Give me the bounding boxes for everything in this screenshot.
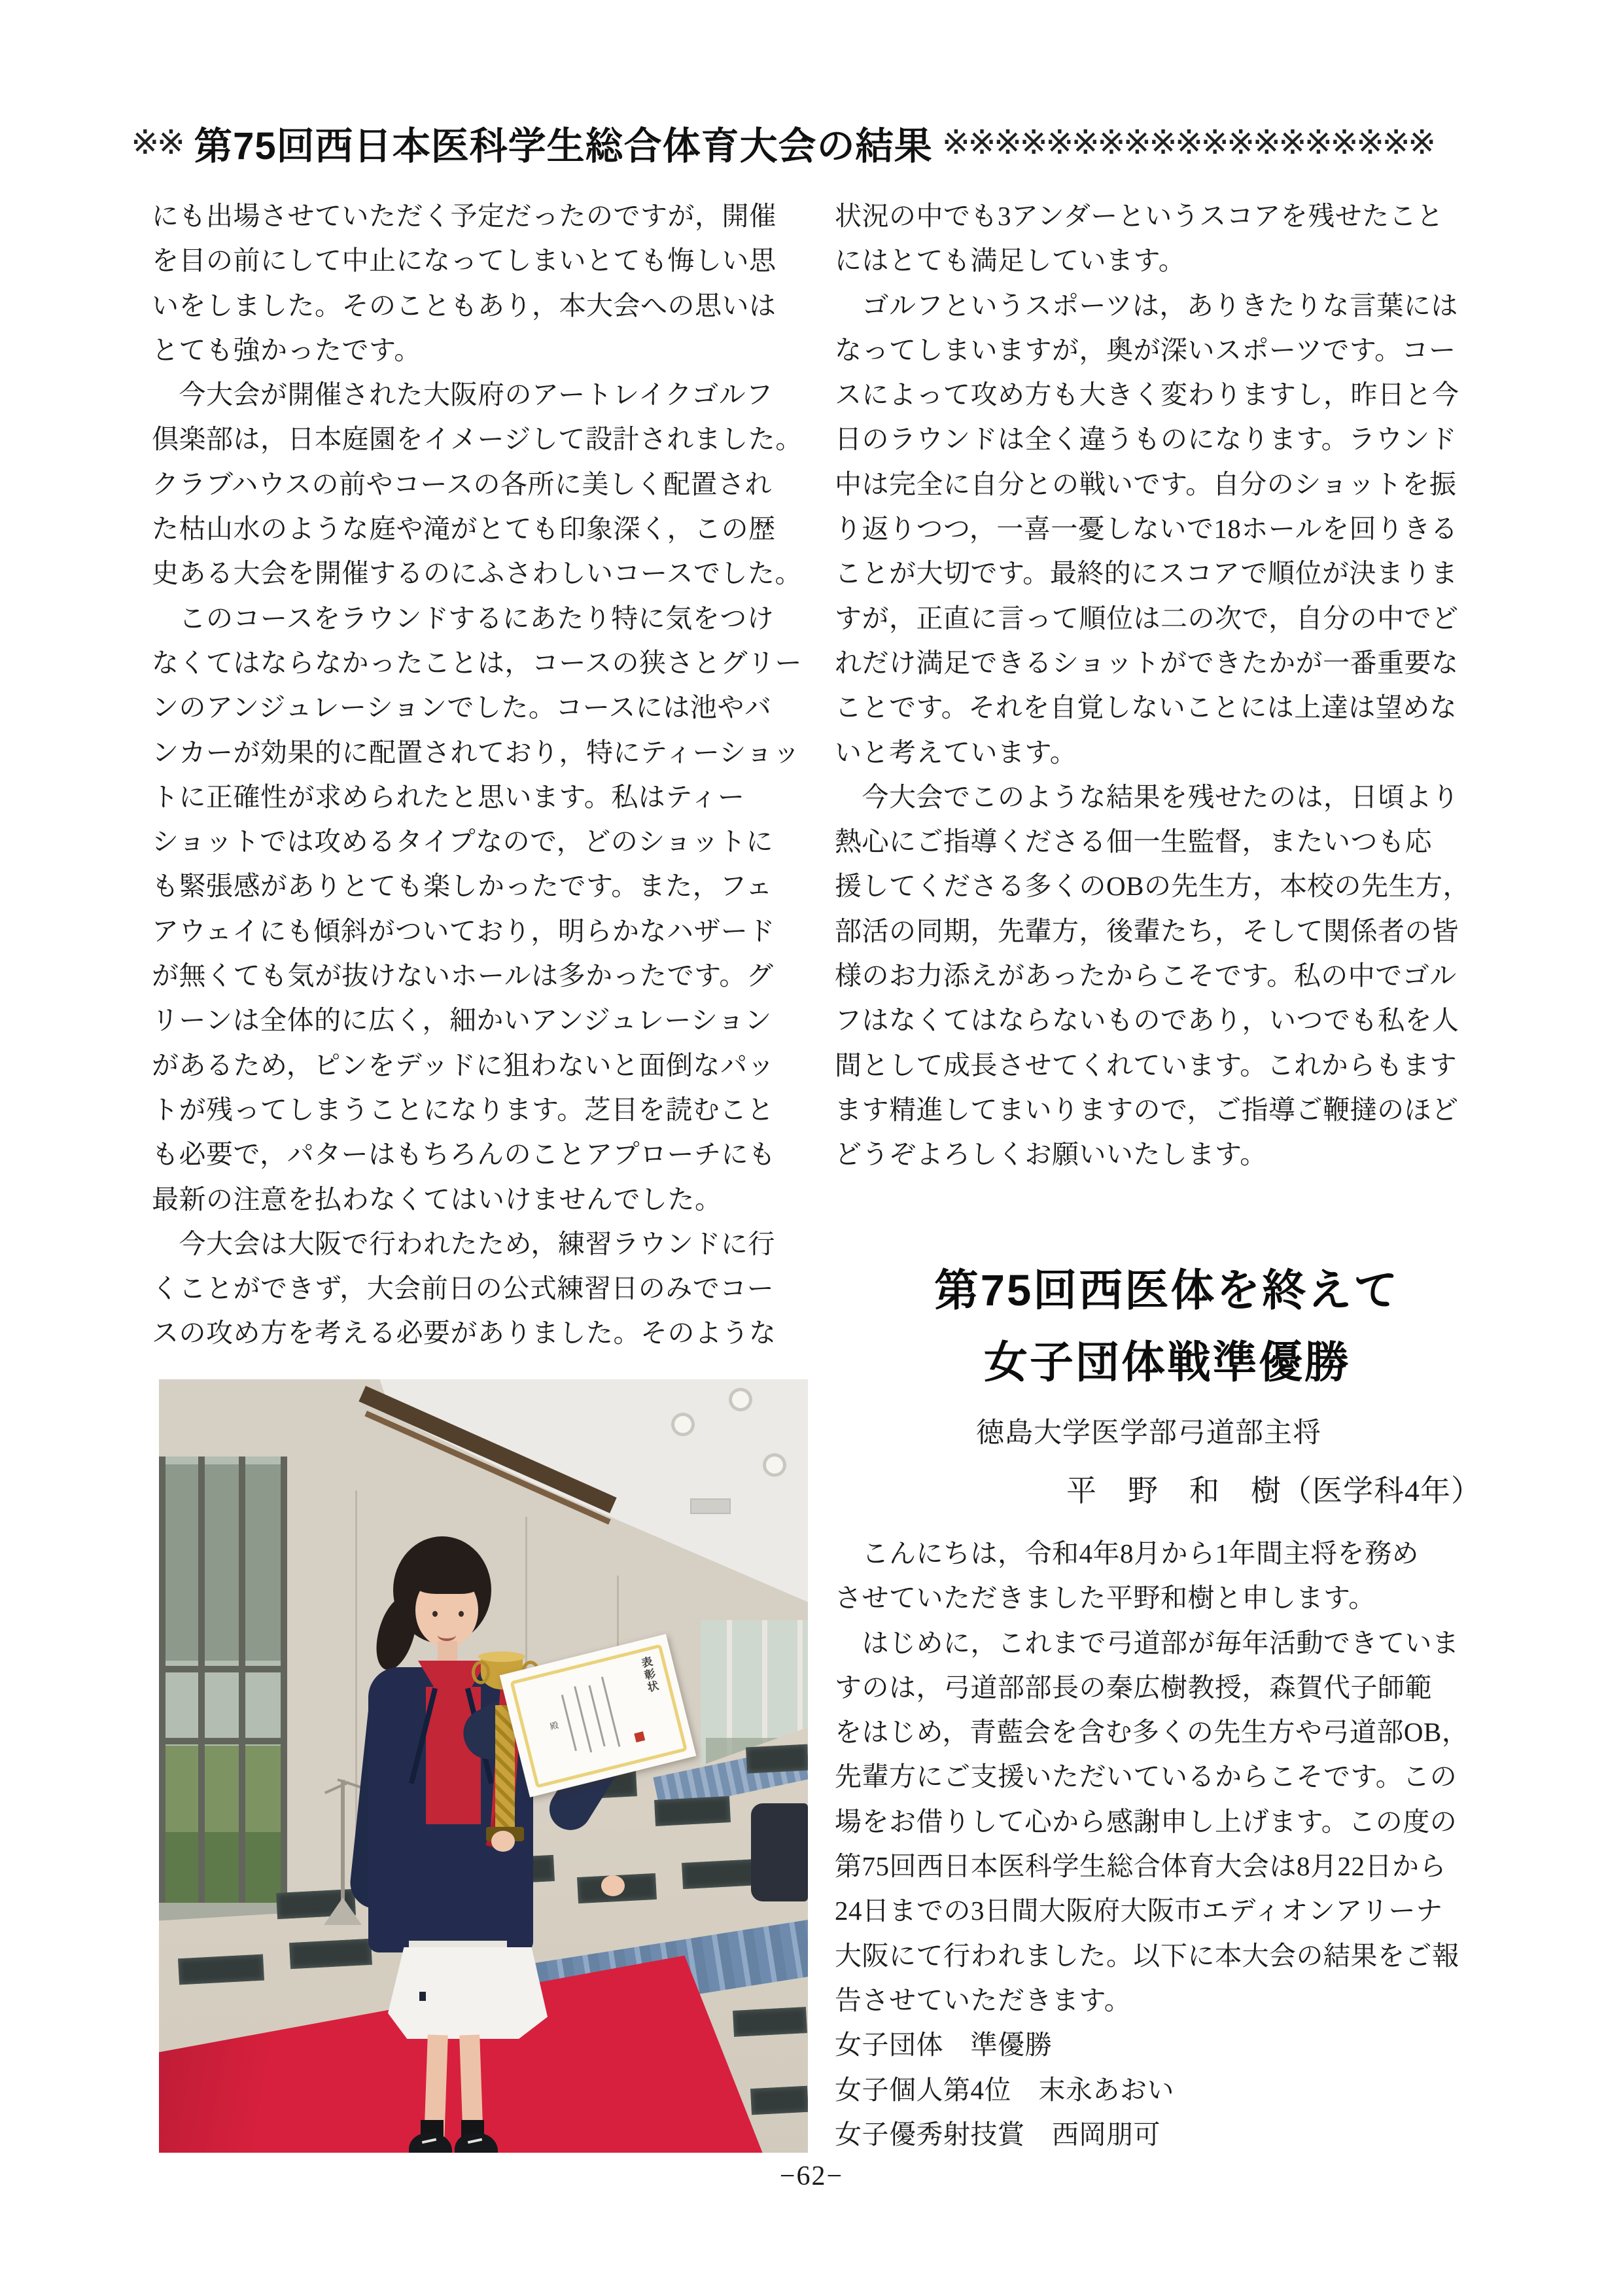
page-number: −62− (779, 2161, 844, 2191)
article2-affiliation: 徳島大学医学部弓道部主将 (976, 1418, 1321, 1449)
text-line: も緊張感がありとても楽しかったです。また，フェ (152, 871, 773, 902)
article1-title: 第75回西日本医科学生総合体育大会の結果 (194, 125, 933, 168)
text-line: なくてはならなかったことは，コースの狭さとグリー (152, 647, 802, 678)
text-line: があるため，ピンをデッドに狙わないと面倒なパッ (152, 1050, 775, 1080)
text-line: 倶楽部は，日本庭園をイメージして設計されました。 (152, 424, 803, 455)
text-line: クラブハウスの前やコースの各所に美しく配置され (152, 468, 772, 499)
text-line: 場をお借りして心から感謝申し上げます。この度の (835, 1806, 1457, 1837)
text-line: 熱心にご指導くださる佃一生監督，またいつも応 (835, 826, 1432, 857)
text-line: ンカーが効果的に配置されており，特にティーショッ (152, 737, 801, 768)
text-line: どうぞよろしくお願いいたします。 (835, 1139, 1267, 1170)
text-line: 今大会が開催された大阪府のアートレイクゴルフ (152, 380, 773, 410)
award-photo (159, 1379, 808, 2153)
text-line: くことができず，大会前日の公式練習日のみでコー (152, 1273, 775, 1304)
text-line: 部活の同期，先輩方，後輩たち，そして関係者の皆 (835, 915, 1459, 946)
text-line: ます精進してまいりますので，ご指導ご鞭撻のほど (835, 1094, 1459, 1125)
text-line: にも出場させていただく予定だったのですが，開催 (152, 201, 777, 231)
text-line: トに正確性が求められたと思います。私はティー (152, 781, 745, 812)
text-line: とても強かったです。 (152, 334, 421, 365)
photo-trophy (159, 1379, 808, 2153)
text-line: も必要で，パターはもちろんのことアプローチにも (152, 1139, 776, 1170)
text-line: た枯山水のような庭や滝がとても印象深く，この歴 (152, 514, 776, 544)
text-line: なってしまいますが，奥が深いスポーツです。コー (835, 334, 1456, 365)
person-hand-certificate (601, 1875, 625, 1896)
text-line: 様のお力添えがあったからこそです。私の中でゴル (835, 961, 1457, 991)
text-line: トが残ってしまうことになります。芝目を読むこと (152, 1094, 775, 1125)
text-line: ショットでは攻めるタイプなので，どのショットに (152, 826, 773, 857)
text-line: 史ある大会を開催するのにふさわしいコースでした。 (152, 558, 802, 589)
text-line: にはとても満足しています。 (835, 245, 1186, 276)
text-line: フはなくてはならないものであり，いつでも私を人 (835, 1005, 1459, 1036)
text-line: ことです。それを自覚しないことには上達は望めな (835, 692, 1457, 723)
text-line: 状況の中でも3アンダーというスコアを残せたこと (835, 201, 1444, 231)
person-hand-trophy (491, 1831, 515, 1852)
right-column-text (835, 194, 1499, 1177)
trophy-cup-rim (478, 1651, 525, 1662)
trophy-handle (472, 1661, 490, 1684)
text-line: 今大会でこのような結果を残せたのは，日頃より (835, 781, 1459, 812)
text-line: 援してくださる多くのOBの先生方，本校の先生方， (835, 871, 1470, 902)
left-column-text (152, 194, 812, 1356)
article2-title-line1: 第75回西医体を終えて (934, 1266, 1400, 1315)
text-line: こんにちは，令和4年8月から1年間主将を務め (835, 1538, 1419, 1568)
text-line: 告させていただきます。 (835, 1985, 1132, 2015)
text-line: いをしました。そのこともあり，本大会への思いは (152, 290, 777, 321)
text-line: 間として成長させてくれています。これからもます (835, 1050, 1457, 1080)
text-line: アウェイにも傾斜がついており，明らかなハザード (152, 915, 775, 946)
text-line: 大阪にて行われました。以下に本大会の結果をご報 (835, 1940, 1459, 1971)
text-line: ことが大切です。最終的にスコアで順位が決まりま (835, 558, 1458, 589)
text-line: 女子優秀射技賞 西岡朋可 (835, 2119, 1161, 2149)
text-line: リーンは全体的に広く，細かいアンジュレーション (152, 1005, 772, 1036)
article2-title-line2: 女子団体戦準優勝 (984, 1338, 1350, 1387)
text-line: すのは，弓道部部長の秦広樹教授，森賀代子師範 (835, 1672, 1432, 1703)
text-line: はじめに，これまで弓道部が毎年活動できていま (835, 1627, 1459, 1658)
text-line: ンのアンジュレーションでした。コースには池やバ (152, 692, 772, 723)
text-line: させていただきました平野和樹と申します。 (835, 1583, 1376, 1614)
text-line: をはじめ，青藍会を含む多くの先生方や弓道部OB， (835, 1717, 1469, 1748)
text-line: このコースをラウンドするにあたり特に気をつけ (152, 603, 775, 633)
text-line: 女子団体 準優勝 (835, 2030, 1052, 2060)
certificate-honorific: 殿 (548, 1720, 560, 1731)
article1-header (131, 113, 1499, 173)
text-line: スの攻め方を考える必要がありました。そのような (152, 1318, 777, 1349)
text-line: を目の前にして中止になってしまいとても悔しい思 (152, 245, 777, 276)
decor-marks-left: ※※ (131, 124, 183, 162)
text-line: り返りつつ，一喜一憂しないで18ホールを回りきる (835, 514, 1458, 544)
text-line: 中は完全に自分との戦いです。自分のショットを振 (835, 468, 1457, 499)
text-line: ゴルフというスポーツは，ありきたりな言葉には (835, 290, 1458, 321)
text-line: 女子個人第4位 末永あおい (835, 2074, 1174, 2105)
text-line: 最新の注意を払わなくてはいけませんでした。 (152, 1184, 722, 1214)
text-line: 今大会は大阪で行われたため，練習ラウンドに行 (152, 1228, 775, 1259)
decor-marks-right: ※※※※※※※※※※※※※※※※※※※ (941, 124, 1434, 162)
text-line: れだけ満足できるショットができたかが一番重要な (835, 647, 1459, 678)
text-line: すが，正直に言って順位は二の次で，自分の中でど (835, 603, 1459, 633)
text-line: 日のラウンドは全く違うものになります。ラウンド (835, 424, 1457, 455)
text-line: いと考えています。 (835, 737, 1077, 768)
article2-body-text (835, 1531, 1499, 2157)
certificate-heading: 表彰状 (638, 1655, 659, 1695)
text-line: 第75回西日本医科学生総合体育大会は8月22日から (835, 1851, 1446, 1882)
article2-author: 平 野 和 樹（医学科4年） (1066, 1474, 1482, 1508)
text-line: スによって攻め方も大きく変わりますし，昨日と今 (835, 380, 1459, 410)
text-line: 24日までの3日間大阪府大阪市エディオンアリーナ (835, 1896, 1443, 1926)
text-line: 先輩方にご支援いただいているからこそです。この (835, 1761, 1457, 1792)
article2-title-block (835, 1258, 1499, 1402)
text-line: が無くても気が抜けないホールは多かったです。グ (152, 961, 774, 991)
